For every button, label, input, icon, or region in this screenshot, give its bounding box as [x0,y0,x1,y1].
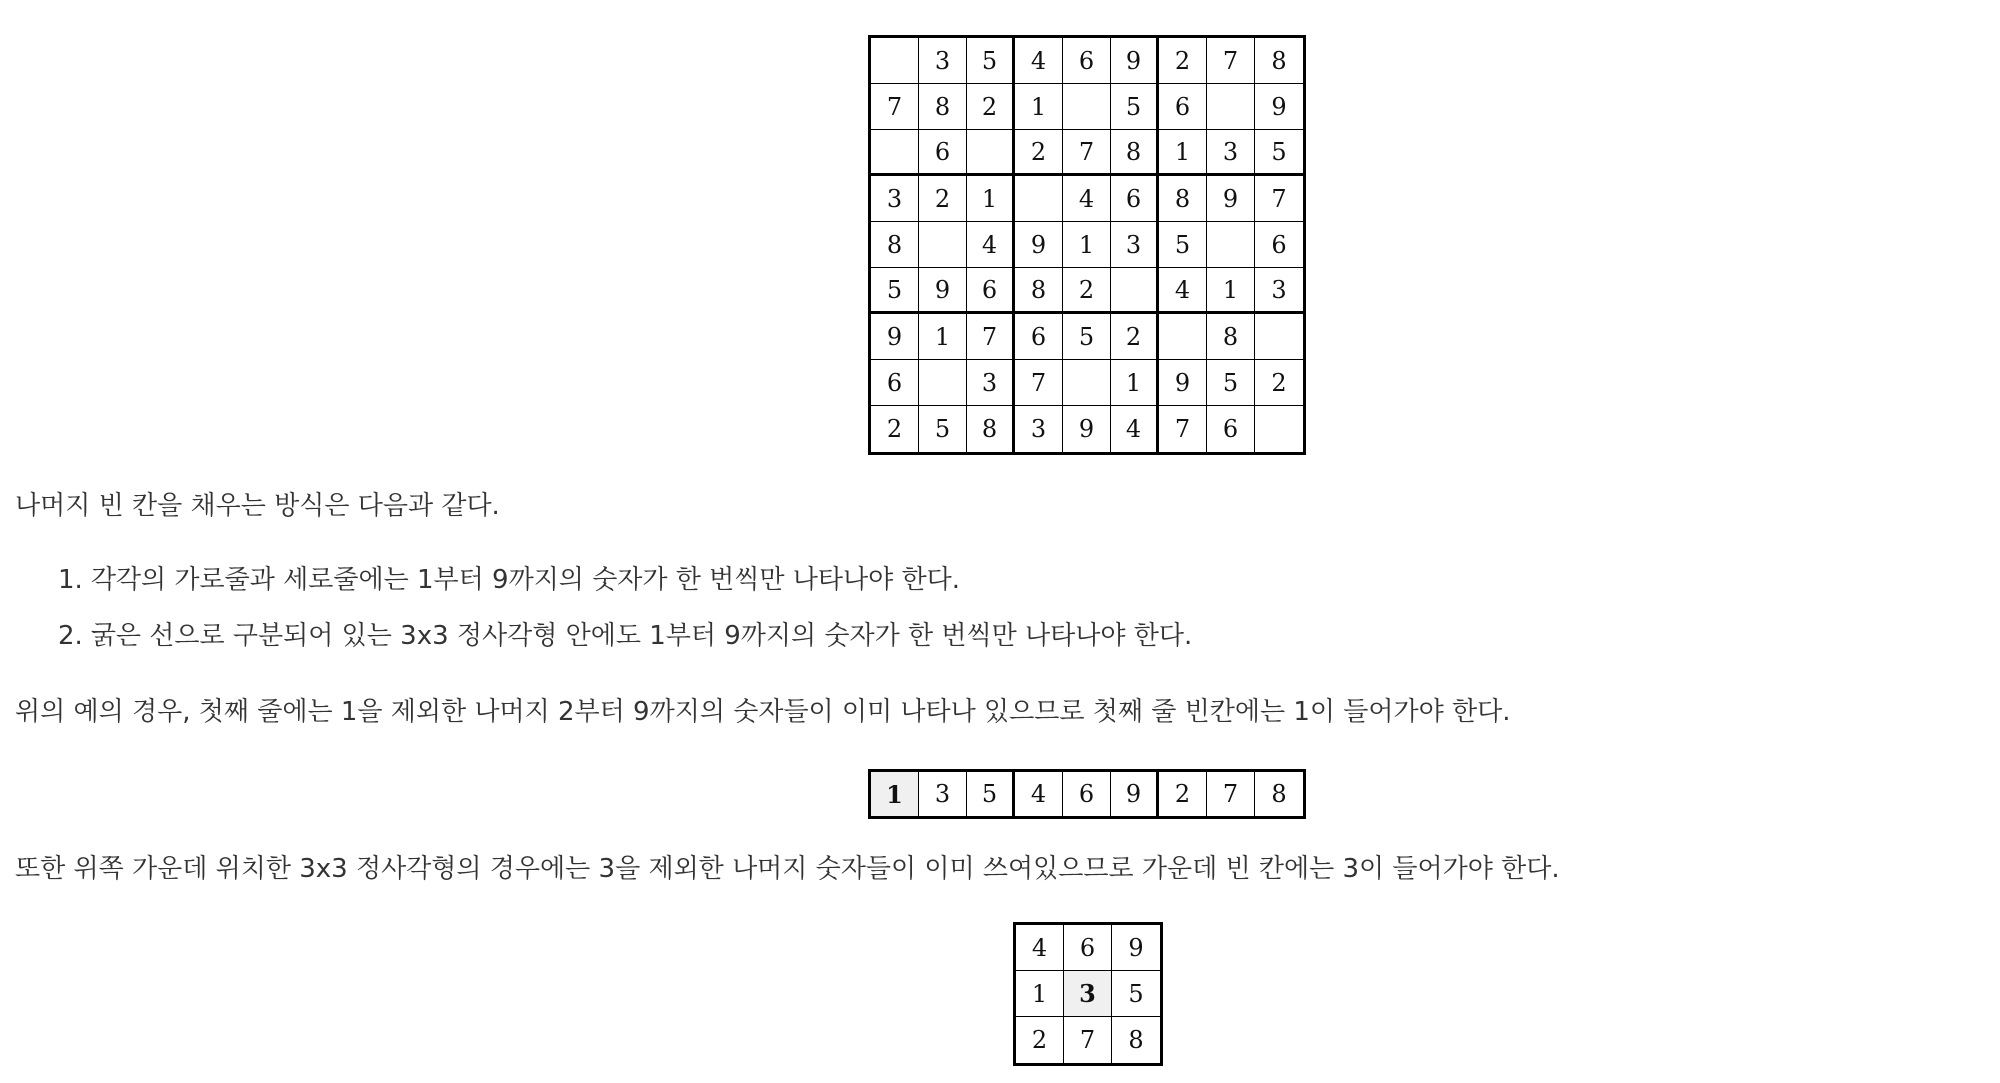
sudoku-empty-cell [871,38,919,84]
sudoku-cell: 8 [1255,38,1303,84]
sudoku-empty-cell [1207,84,1255,130]
sudoku-cell: 8 [1111,130,1159,176]
sudoku-cell: 4 [1016,925,1064,971]
sudoku-cell: 2 [871,406,919,452]
rule-text: 굵은 선으로 구분되어 있는 3x3 정사각형 안에도 1부터 9까지의 숫자가 한 번씩만 나타나야 한다. [90,621,1193,651]
sudoku-cell: 3 [1111,222,1159,268]
sudoku-cell: 1 [1016,971,1064,1017]
sudoku-cell: 9 [1111,38,1159,84]
sudoku-cell: 3 [1207,130,1255,176]
rule-text: 각각의 가로줄과 세로줄에는 1부터 9까지의 숫자가 한 번씩만 나타나야 한다. [90,565,961,595]
sudoku-cell: 6 [1207,406,1255,452]
sudoku-cell: 6 [1063,772,1111,816]
sudoku-cell: 3 [1015,406,1063,452]
sudoku-cell: 9 [1255,84,1303,130]
sudoku-cell: 8 [1015,268,1063,314]
sudoku-cell: 7 [1255,176,1303,222]
sudoku-cell: 8 [1271,780,1287,808]
sudoku-cell: 4 [967,222,1015,268]
sudoku-empty-cell [1255,406,1303,452]
sudoku-cell: 5 [967,38,1015,84]
sudoku-cell: 2 [919,176,967,222]
sudoku-cell: 6 [871,360,919,406]
sudoku-cell: 3 [919,772,967,816]
sudoku-cell: 5 [1112,971,1160,1017]
sudoku-cell: 7 [967,314,1015,360]
example-box-grid [1013,922,1163,1066]
sudoku-empty-cell [1255,314,1303,360]
sudoku-cell: 5 [1111,84,1159,130]
sudoku-cell: 2 [1016,1017,1064,1063]
sudoku-cell: 2 [1255,360,1303,406]
sudoku-cell: 4 [1015,772,1063,816]
sudoku-cell: 3 [1255,268,1303,314]
sudoku-cell: 6 [919,130,967,176]
highlighted-cell: 1 [871,772,919,816]
sudoku-cell: 9 [1159,360,1207,406]
sudoku-cell: 6 [967,268,1015,314]
example-row-text: 위의 예의 경우, 첫째 줄에는 1을 제외한 나머지 2부터 9까지의 숫자들이 이미 나타나 있으므로 첫째 줄 빈칸에는 1이 들어가야 한다. [15,697,1511,727]
sudoku-cell: 1 [967,176,1015,222]
sudoku-cell: 6 [1063,38,1111,84]
sudoku-empty-cell [919,222,967,268]
highlighted-cell: 3 [1064,971,1112,1017]
sudoku-cell: 3 [967,360,1015,406]
sudoku-cell: 8 [919,84,967,130]
sudoku-cell: 8 [967,406,1015,452]
sudoku-empty-cell [1015,176,1063,222]
sudoku-cell: 8 [1128,1026,1144,1054]
sudoku-cell: 2 [1159,772,1207,816]
sudoku-cell: 2 [1111,314,1159,360]
sudoku-cell: 1 [1063,222,1111,268]
sudoku-cell: 1 [919,314,967,360]
sudoku-cell: 2 [1015,130,1063,176]
sudoku-cell: 6 [1255,222,1303,268]
sudoku-cell: 9 [1112,925,1160,971]
sudoku-cell: 9 [1207,176,1255,222]
example-box-text: 또한 위쪽 가운데 위치한 3x3 정사각형의 경우에는 3을 제외한 나머지 숫자들이 이미 쓰여있으므로 가운데 빈 칸에는 3이 들어가야 한다. [15,854,1560,884]
sudoku-cell: 7 [1159,406,1207,452]
sudoku-empty-cell [1207,222,1255,268]
sudoku-cell: 7 [871,84,919,130]
sudoku-cell: 4 [1159,268,1207,314]
sudoku-cell: 9 [1015,222,1063,268]
sudoku-empty-cell [1159,314,1207,360]
sudoku-cell: 5 [1063,314,1111,360]
sudoku-cell: 3 [919,38,967,84]
sudoku-cell: 9 [871,314,919,360]
sudoku-cell: 9 [919,268,967,314]
sudoku-cell: 1 [1159,130,1207,176]
sudoku-cell: 5 [1207,360,1255,406]
sudoku-cell: 6 [1015,314,1063,360]
sudoku-cell: 8 [1159,176,1207,222]
sudoku-cell: 8 [1207,314,1255,360]
intro-text: 나머지 빈 칸을 채우는 방식은 다음과 같다. [15,491,500,521]
sudoku-cell: 7 [1207,772,1255,816]
sudoku-cell: 8 [871,222,919,268]
sudoku-empty-cell [967,130,1015,176]
sudoku-puzzle-grid [868,35,1306,455]
rule-number: 2. [58,621,83,651]
sudoku-cell: 1 [1207,268,1255,314]
sudoku-cell: 4 [1063,176,1111,222]
sudoku-cell: 2 [1159,38,1207,84]
sudoku-cell: 6 [1064,925,1112,971]
sudoku-cell: 1 [1111,360,1159,406]
sudoku-cell: 6 [1111,176,1159,222]
sudoku-cell: 7 [1064,1017,1112,1063]
sudoku-empty-cell [1111,268,1159,314]
sudoku-cell: 1 [1015,84,1063,130]
sudoku-cell: 5 [1255,130,1303,176]
sudoku-cell: 2 [967,84,1015,130]
rule-number: 1. [58,565,83,595]
rules-list [58,562,1192,674]
sudoku-cell: 5 [1159,222,1207,268]
sudoku-cell: 5 [967,772,1015,816]
example-row-grid [868,769,1306,819]
sudoku-cell: 9 [1111,772,1159,816]
sudoku-empty-cell [919,360,967,406]
rule-item [58,618,1192,654]
sudoku-cell: 4 [1111,406,1159,452]
sudoku-cell: 3 [871,176,919,222]
sudoku-empty-cell [1063,360,1111,406]
sudoku-cell: 6 [1159,84,1207,130]
sudoku-empty-cell [871,130,919,176]
sudoku-cell: 2 [1063,268,1111,314]
sudoku-cell: 9 [1063,406,1111,452]
sudoku-cell: 5 [871,268,919,314]
sudoku-cell: 7 [1015,360,1063,406]
rule-item [58,562,1192,598]
sudoku-cell: 7 [1207,38,1255,84]
sudoku-cell: 4 [1015,38,1063,84]
sudoku-cell: 7 [1063,130,1111,176]
sudoku-empty-cell [1063,84,1111,130]
sudoku-cell: 5 [919,406,967,452]
